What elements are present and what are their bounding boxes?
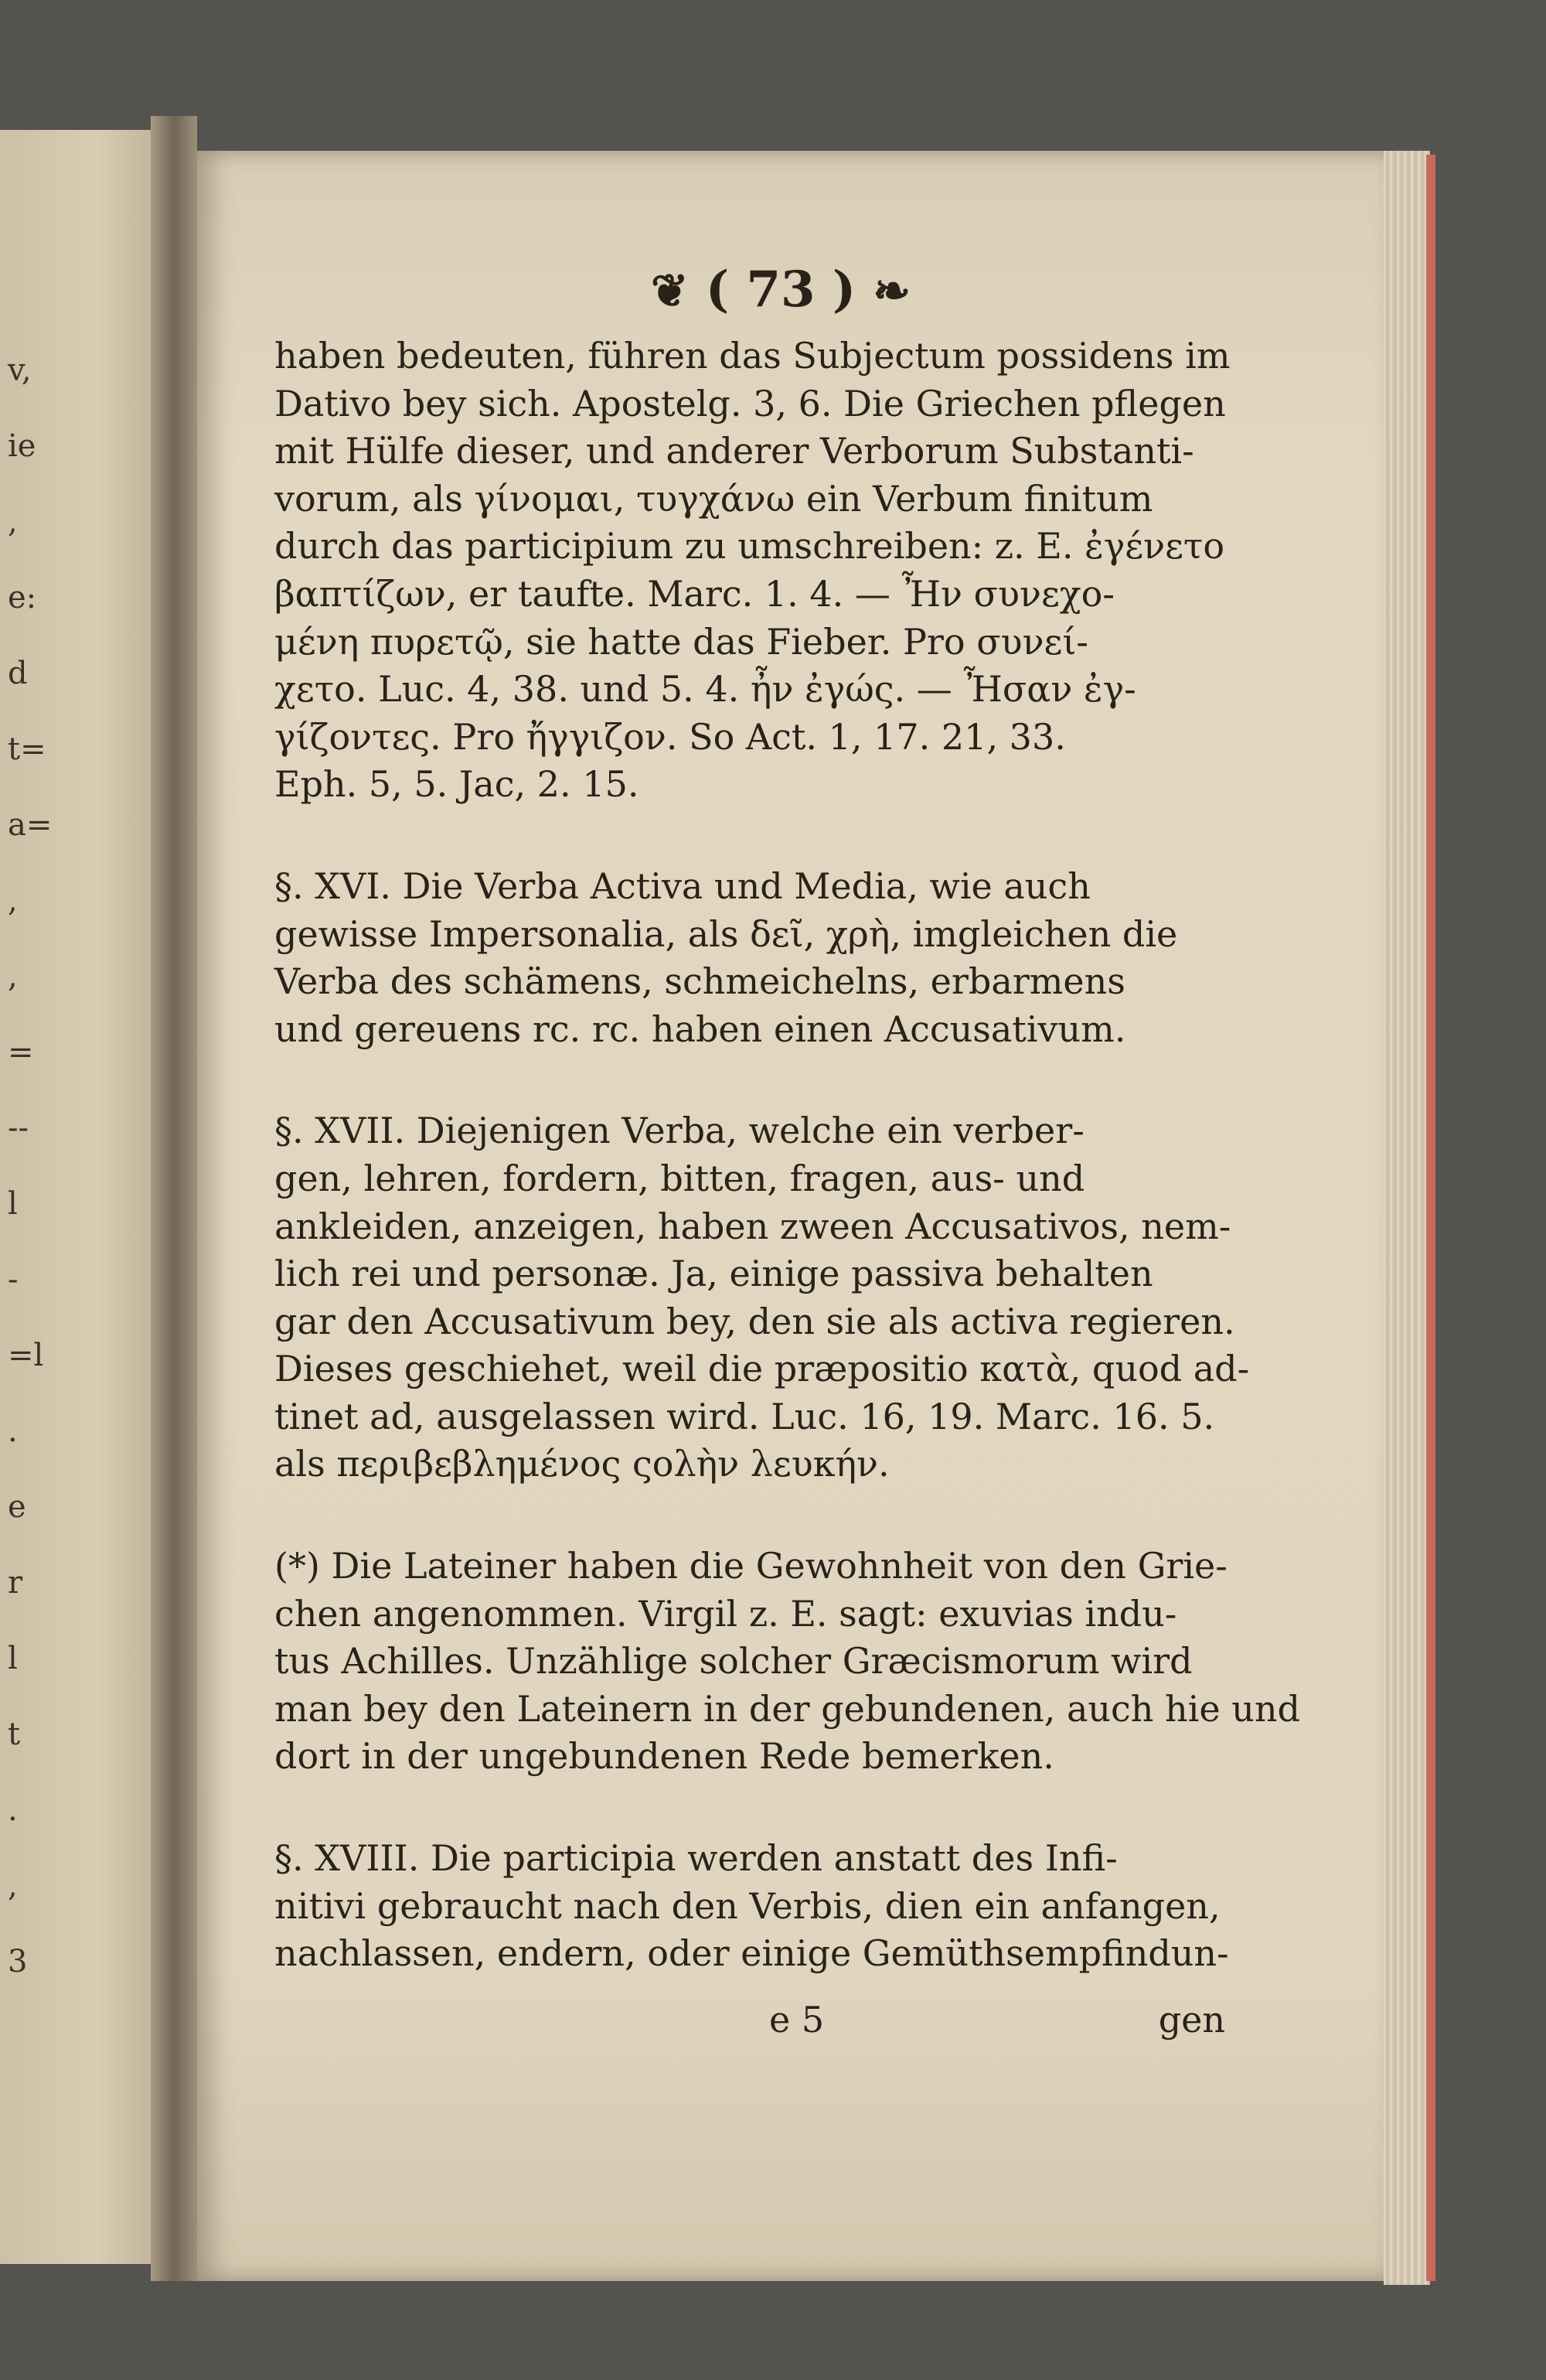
margin-mark: r — [8, 1565, 23, 1601]
margin-mark: l — [8, 1641, 18, 1676]
margin-mark: . — [8, 1792, 18, 1828]
page-number: ( 73 ) — [705, 261, 856, 319]
text-line: als περιβεβλημένος ςολὴν λευκήν. — [274, 1443, 890, 1485]
margin-mark: , — [8, 504, 18, 540]
margin-mark: a= — [8, 807, 53, 843]
text-line: haben bedeuten, führen das Subjectum possidens im — [274, 335, 1231, 377]
page-header — [541, 255, 1020, 325]
text-line: ankleiden, anzeigen, haben zween Accusativos, nem- — [274, 1205, 1231, 1247]
margin-mark: v, — [8, 353, 32, 388]
text-line: μένη πυρετῷ, sie hatte das Fieber. Pro συνεί- — [274, 620, 1088, 663]
left-ornament-icon: ❦ — [651, 264, 689, 317]
page-edges — [1384, 151, 1430, 2285]
margin-mark: , — [8, 1868, 18, 1904]
footnote-line: (*) Die Lateiner haben die Gewohnheit von den Grie- — [274, 1545, 1228, 1587]
text-line: gen, lehren, fordern, bitten, fragen, aus- und — [274, 1157, 1085, 1199]
page-footer — [274, 1999, 1248, 2053]
margin-mark: e: — [8, 580, 37, 615]
margin-mark: =l — [8, 1338, 44, 1373]
margin-mark: d — [8, 656, 28, 691]
left-page-margin-characters — [0, 332, 53, 1979]
signature-mark: e 5 — [769, 1999, 825, 2041]
section-xviii-line: §. XVIII. Die participia werden anstatt des Infi- — [274, 1837, 1118, 1880]
text-line: γίζοντες. Pro ἤγγιζον. So Act. 1, 17. 21, 33. — [274, 715, 1066, 758]
text-line: tinet ad, ausgelassen wird. Luc. 16, 19. Marc. 16. 5. — [274, 1395, 1215, 1437]
text-line: χετο. Luc. 4, 38. und 5. 4. ἦν ἐγώς. — Ἦσαν ἐγ- — [274, 668, 1136, 711]
margin-mark: t — [8, 1717, 21, 1752]
margin-mark: l — [8, 1186, 18, 1222]
catchword: gen — [1158, 1999, 1225, 2041]
text-line: Dativo bey sich. Apostelg. 3, 6. Die Griechen pflegen — [274, 382, 1226, 425]
text-line: gar den Accusativum bey, den sie als activa regieren. — [274, 1300, 1235, 1342]
margin-mark: e — [8, 1489, 26, 1525]
section-xvii-line: §. XVII. Diejenigen Verba, welche ein verber- — [274, 1110, 1085, 1152]
text-line: durch das participium zu umschreiben: z. E. ἐγένετο — [274, 525, 1225, 568]
margin-mark: -- — [8, 1110, 29, 1146]
red-page-edge — [1426, 155, 1435, 2281]
section-xvi-line: §. XVI. Die Verba Activa und Media, wie auch — [274, 864, 1091, 907]
text-line: mit Hülfe dieser, und anderer Verborum Substanti- — [274, 430, 1194, 472]
text-line: Dieses geschiehet, weil die præpositio κατὰ, quod ad- — [274, 1348, 1250, 1390]
margin-mark: - — [8, 1262, 19, 1297]
text-line: lich rei und personæ. Ja, einige passiva behalten — [274, 1253, 1153, 1295]
text-line: nitivi gebraucht nach den Verbis, dien ein anfangen, — [274, 1884, 1221, 1927]
right-ornament-icon: ❧ — [873, 264, 911, 317]
footnote-line: tus Achilles. Unzählige solcher Græcismorum wird — [274, 1640, 1193, 1683]
margin-mark: , — [8, 959, 18, 994]
book-gutter — [151, 116, 197, 2281]
text-line: nachlassen, endern, oder einige Gemüthsempfindun- — [274, 1932, 1229, 1975]
margin-mark: t= — [8, 731, 46, 767]
page-body — [274, 332, 1300, 1978]
margin-mark: = — [8, 1035, 34, 1070]
margin-mark: ie — [8, 428, 36, 464]
margin-mark: 3 — [8, 1944, 28, 1979]
footnote-line: man bey den Lateinern in der gebundenen, auch hie und — [274, 1687, 1300, 1730]
margin-mark: , — [8, 883, 18, 919]
text-line: gewisse Impersonalia, als δεῖ, χρὴ, imgleichen die — [274, 912, 1178, 955]
margin-mark: . — [8, 1413, 18, 1449]
text-line: und gereuens rc. rc. haben einen Accusativum. — [274, 1008, 1126, 1050]
text-line: vorum, als γίνομαι, τυγχάνω ein Verbum finitum — [274, 477, 1153, 520]
footnote-line: dort in der ungebundenen Rede bemerken. — [274, 1735, 1054, 1778]
text-line: βαπτίζων, er taufte. Marc. 1. 4. — Ἦν συνεχο- — [274, 572, 1115, 615]
footnote-line: chen angenommen. Virgil z. E. sagt: exuvias indu- — [274, 1592, 1177, 1635]
text-line: Eph. 5, 5. Jac, 2. 15. — [274, 763, 639, 806]
text-line: Verba des schämens, schmeichelns, erbarmens — [274, 960, 1125, 1003]
